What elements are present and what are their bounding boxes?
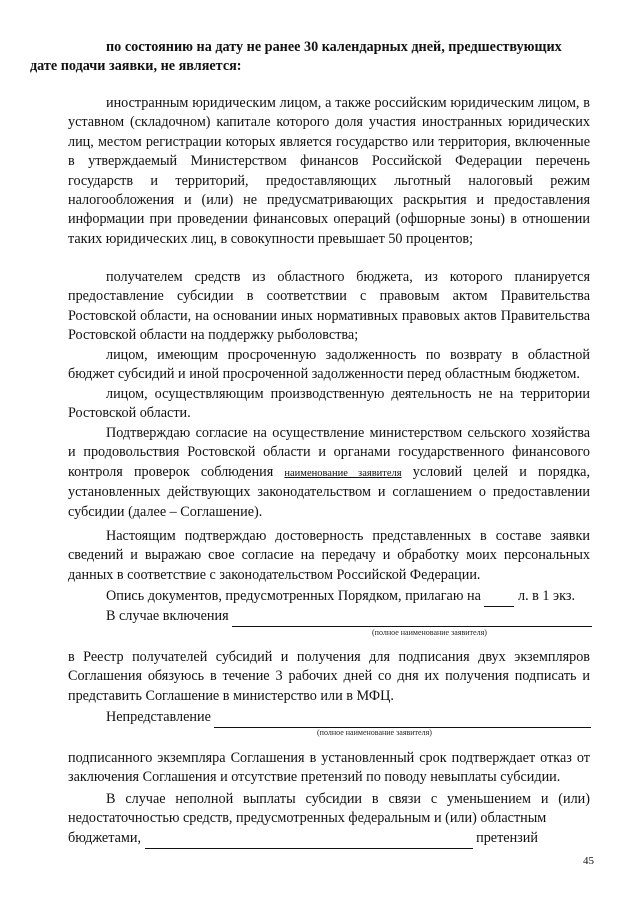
applicant-name-blank-1 bbox=[232, 607, 592, 627]
paragraph-registry: в Реестр получателей субсидий и получения для подписания двух экземпляров Соглашения обязуюсь в течение 3 рабочих дней со дня их получения подписать и представить Соглашение в министерство или в МФЦ. bbox=[68, 649, 590, 704]
paragraph-foreign-entity: иностранным юридическим лицом, а также российским юридическим лицом, в уставном (складочном) капитале которого доля участия иностранных юридических лиц, местом регистрации которых является государство или территория, включенные в утверждаемый Министерством финансов Российской Федерации перечень государств и территорий, предоставляющих льготный налоговый режим налогообложения и (или) не предусматривающих раскрытия и предоставления информации при проведении финансовых операций (офшорные зоны) в отношении таких юридических лиц, в совокупности превышает 50 процентов; bbox=[68, 95, 590, 247]
paragraph-budget-recipient: получателем средств из областного бюджета, из которого планируется предоставление субсидии в соответствии с правовым актом Правительства Ростовской области, на основании иных нормативных правовых актов Правительства Ростовской области на поддержку рыболовства; bbox=[68, 269, 590, 344]
paragraph-overdue-debt: лицом, имеющим просроченную задолженность по возврату в областной бюджет субсидий и иной просроченной задолженности перед областным бюджетом. bbox=[68, 347, 590, 383]
paragraph-partial-payment: В случае неполной выплаты субсидии в связи с уменьшением и (или) недостаточностью средств, предусмотренных федеральным и (или) областным bbox=[68, 791, 590, 827]
applicant-name-blank-2 bbox=[214, 708, 591, 728]
budgets-blank bbox=[145, 829, 473, 849]
paragraph-refusal: подписанного экземпляра Соглашения в установленный срок подтверждает отказ от заключения Соглашения и отсутствие претензий по поводу невыплаты субсидии. bbox=[68, 750, 590, 786]
section-heading: по состоянию на дату не ранее 30 календарных дней, предшествующих дате подачи заявки, не является: bbox=[30, 39, 562, 75]
documents-list-line: Опись документов, предусмотренных Порядком, прилагаю на л. в 1 экз. bbox=[68, 587, 590, 607]
inclusion-line: В случае включения bbox=[68, 607, 590, 627]
page-number: 45 bbox=[583, 855, 594, 867]
applicant-caption-2: (полное наименование заявителя) bbox=[317, 728, 432, 737]
paragraph-consent-checks: Подтверждаю согласие на осуществление министерством сельского хозяйства и продовольствия Ростовской области и органами государственного финансового контроля проверок соблюдения наименование заявителя условий целей и порядка, установленных действующих законодательством и соглашением о предоставлении субсидии (далее – Соглашение). bbox=[68, 425, 591, 520]
applicant-caption-1: (полное наименование заявителя) bbox=[372, 628, 487, 637]
paragraph-territory: лицом, осуществляющим производственную деятельность не на территории Ростовской области. bbox=[68, 386, 590, 422]
pages-count-blank bbox=[484, 587, 514, 607]
nonsubmission-line: Непредставление bbox=[68, 708, 590, 728]
paragraph-data-consent: Настоящим подтверждаю достоверность представленных в составе заявки сведений и выражаю свое согласие на передачу и обработку моих персональных данных в соответствие с законодательством Российской Федерации. bbox=[68, 528, 590, 583]
budgets-line: бюджетами, претензий bbox=[68, 829, 590, 849]
applicant-name-placeholder: наименование заявителя bbox=[284, 467, 402, 479]
